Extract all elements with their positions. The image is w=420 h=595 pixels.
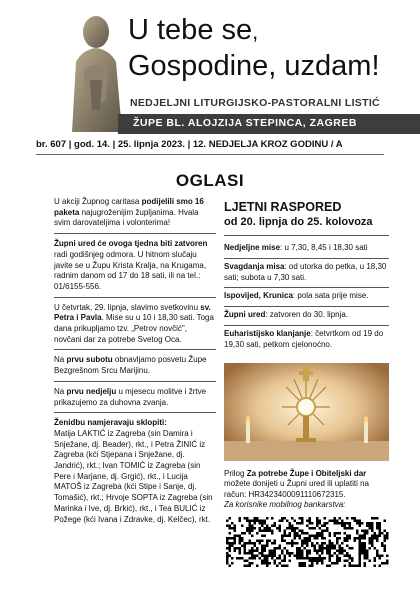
schedule-title: LJETNI RASPORED	[224, 200, 342, 214]
schedule-item: Ispovijed, Krunica: pola sata prije mise.	[224, 288, 389, 307]
monstrance-photo	[224, 363, 389, 461]
mobile-banking-label: Za korisnike mobilnog bankarstva:	[224, 500, 346, 510]
masthead-subtitle: NEDJELJNI LITURGIJSKO-PASTORALNI LISTIĆ	[130, 97, 380, 109]
schedule-item: Župni ured: zatvoren do 30. lipnja.	[224, 307, 389, 326]
schedule-column	[224, 195, 389, 569]
parish-name: ŽUPE BL. ALOJZIJA STEPINCA, ZAGREB	[133, 117, 357, 129]
marriage-banns	[54, 416, 216, 529]
section-title: OGLASI	[175, 171, 245, 190]
announcement: Na prvu subotu obnavljamo posvetu Župe Bezgrešnom Srcu Marijinu.	[54, 353, 216, 381]
announcement: U četvrtak, 29. lipnja, slavimo svetkovinu sv. Petra i Pavla. Mise su u 10 i 18,30 sati. Toga dana prikupljamo tzv. „Petrov novčić", novčani dar za potrebe Svetog Oca.	[54, 301, 216, 351]
masthead-title-line2: Gospodine, uzdam!	[128, 50, 380, 82]
issue-line: br. 607 | god. 14. | 25. lipnja 2023. | 12. NEDJELJA KROZ GODINU / A	[36, 139, 343, 150]
schedule-item: Euharistijsko klanjanje: četvrtkom od 19 do 19,30 sati, petkom cjelonoćno.	[224, 328, 384, 349]
schedule-item: Svagdanja misa: od utorka do petka, u 18,30 sati; subota u 7,30 sati.	[224, 259, 389, 289]
schedule-item: Nedjeljne mise: u 7,30, 8,45 i 18,30 sati	[224, 240, 389, 259]
marriage-text: Matija LAKTIĆ iz Zagreba (sin Damira i Snježane, dj. Beader), rkt., i Petra ŽINIĆ iz Zagreba (kći Stjepana i Snježane, dj. Jandrić), rkt.; Ivan TOMIĆ iz Zagreba (sin Pere i Marjane, dj. Grgić), rkt., i Lucija MATOŠ iz Zagreba (kći Stipe i Sanje, dj. Tomašić), rkt.; Hrvoje SOPTA iz Zagreba (sin Marinka i Ive, dj. Brkić), rkt., i Tea BULIĆ iz Požege (kći Ivana i Zdravke, dj. Kelčec), rkt.	[54, 428, 213, 524]
payment-barcode	[224, 513, 389, 569]
announcement: U akciji Župnog caritasa podijelili smo 16 paketa najugroženijim župljanima. Hvala svim darovateljima i volonterima!	[54, 195, 216, 234]
masthead-title-line1: U tebe se,	[128, 14, 259, 46]
announcements-column	[54, 195, 216, 532]
announcement: Na prvu nedjelju u mjesecu molitve i žrtve prikazujemo za duhovna zvanja.	[54, 385, 216, 413]
marriage-heading: Ženidbu namjeravaju sklopiti:	[54, 418, 167, 428]
announcement: Župni ured će ovoga tjedna biti zatvoren radi godišnjeg odmora. U hitnom slučaju javite se u Župu Krista Kralja, na Krugama, radnim danom od 17 do 18 sati, ili na tel.: 01/6155-556.	[54, 237, 216, 298]
header	[0, 0, 420, 160]
donation-info: Prilog Za potrebe Župe i Obiteljski dar možete donijeti u Župni ured ili uplatiti na račun: HR3423400091110672315. Za korisnike mobilnog bankarstva:	[224, 469, 389, 511]
schedule-dates: od 20. lipnja do 25. kolovoza	[224, 215, 389, 236]
divider	[36, 154, 384, 155]
